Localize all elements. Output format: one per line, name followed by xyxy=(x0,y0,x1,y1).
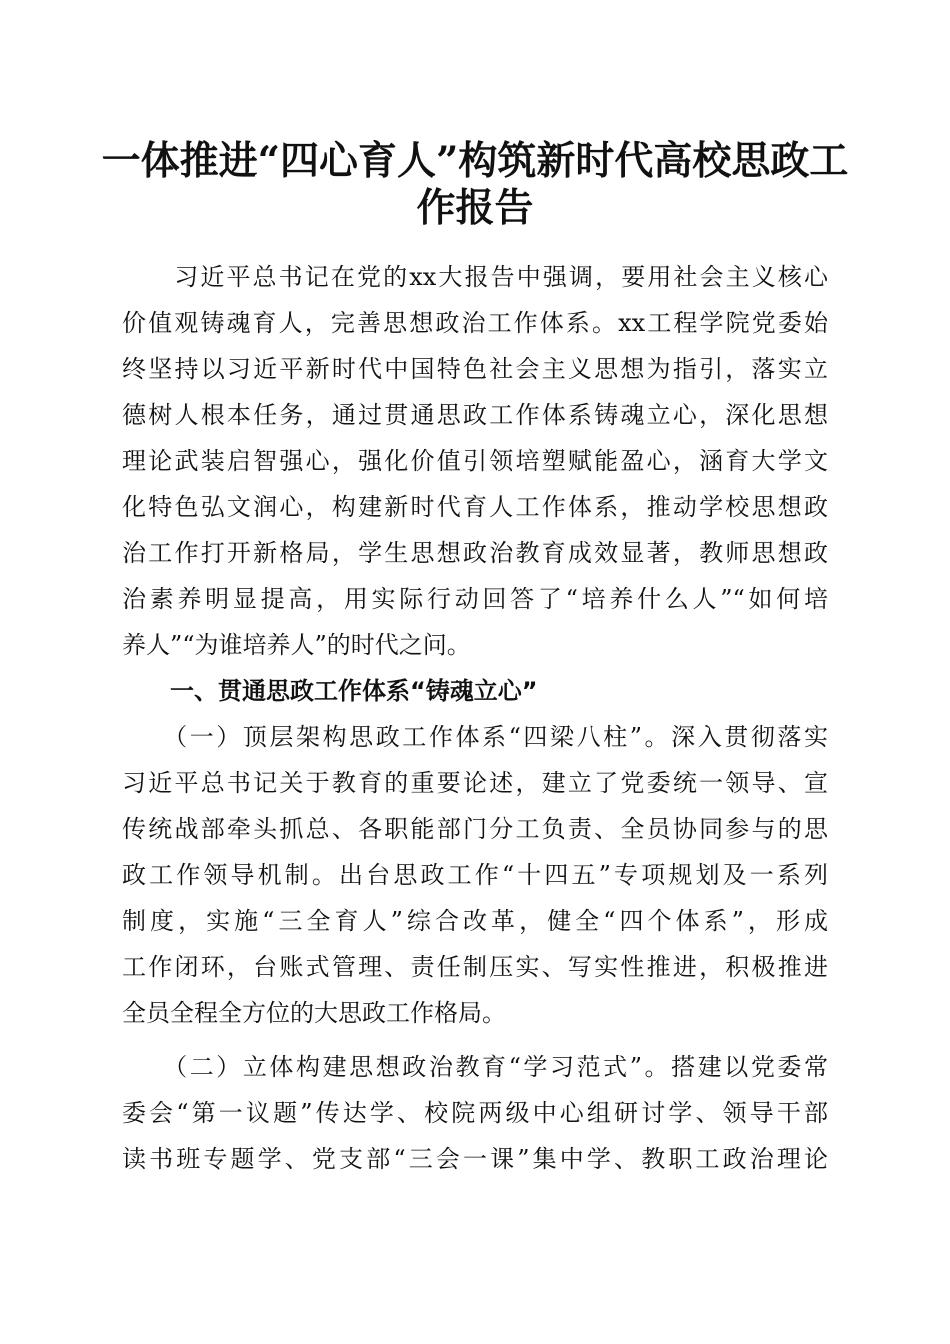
text-line: 价值观铸魂育人，完善思想政治工作体系。xx工程学院党委始 xyxy=(122,309,828,337)
document-body xyxy=(122,254,828,1182)
text-line: 委会“第一议题”传达学、校院两级中心组研讨学、领导干部 xyxy=(122,1099,828,1127)
text-line: 德树人根本任务，通过贯通思政工作体系铸魂立心，深化思想 xyxy=(122,401,828,429)
paragraph-section-1-2 xyxy=(122,1044,828,1182)
paragraph-intro xyxy=(122,254,828,668)
text-line: （二）立体构建思想政治教育“学习范式”。搭建以党委常 xyxy=(122,1053,828,1081)
text-line: 习近平总书记在党的xx大报告中强调，要用社会主义核心 xyxy=(122,263,828,291)
text-line: 传统战部牵头抓总、各职能部门分工负责、全员协同参与的思 xyxy=(122,815,828,843)
document-title xyxy=(100,138,850,232)
text-line: 养人”“为谁培养人”的时代之问。 xyxy=(122,631,471,659)
text-line: 读书班专题学、党支部“三会一课”集中学、教职工政治理论 xyxy=(122,1145,828,1173)
title-line: 一体推进“四心育人”构筑新时代高校思政工 xyxy=(101,138,849,184)
text-line: 工作闭环，台账式管理、责任制压实、写实性推进，积极推进 xyxy=(122,953,828,981)
text-line: 终坚持以习近平新时代中国特色社会主义思想为指引，落实立 xyxy=(122,355,828,383)
title-line: 作报告 xyxy=(416,185,534,231)
text-line: 治素养明显提高，用实际行动回答了“培养什么人”“如何培 xyxy=(122,585,828,613)
text-line: 理论武装启智强心，强化价值引领培塑赋能盈心，涵育大学文 xyxy=(122,447,828,475)
text-line: 习近平总书记关于教育的重要论述，建立了党委统一领导、宣 xyxy=(122,769,828,797)
text-line: 全员全程全方位的大思政工作格局。 xyxy=(122,999,506,1027)
text-line: 化特色弘文润心，构建新时代育人工作体系，推动学校思想政 xyxy=(122,493,828,521)
text-line: 治工作打开新格局，学生思想政治教育成效显著，教师思想政 xyxy=(122,539,828,567)
paragraph-section-1-1 xyxy=(122,714,828,1036)
text-line: 政工作领导机制。出台思政工作“十四五”专项规划及一系列 xyxy=(122,861,828,889)
text-line: （一）顶层架构思政工作体系“四梁八柱”。深入贯彻落实 xyxy=(122,723,828,751)
text-line: 制度，实施“三全育人”综合改革，健全“四个体系”，形成 xyxy=(122,907,828,935)
section-heading: 一、贯通思政工作体系“铸魂立心” xyxy=(122,677,538,705)
paragraph-spacer xyxy=(122,1036,828,1044)
